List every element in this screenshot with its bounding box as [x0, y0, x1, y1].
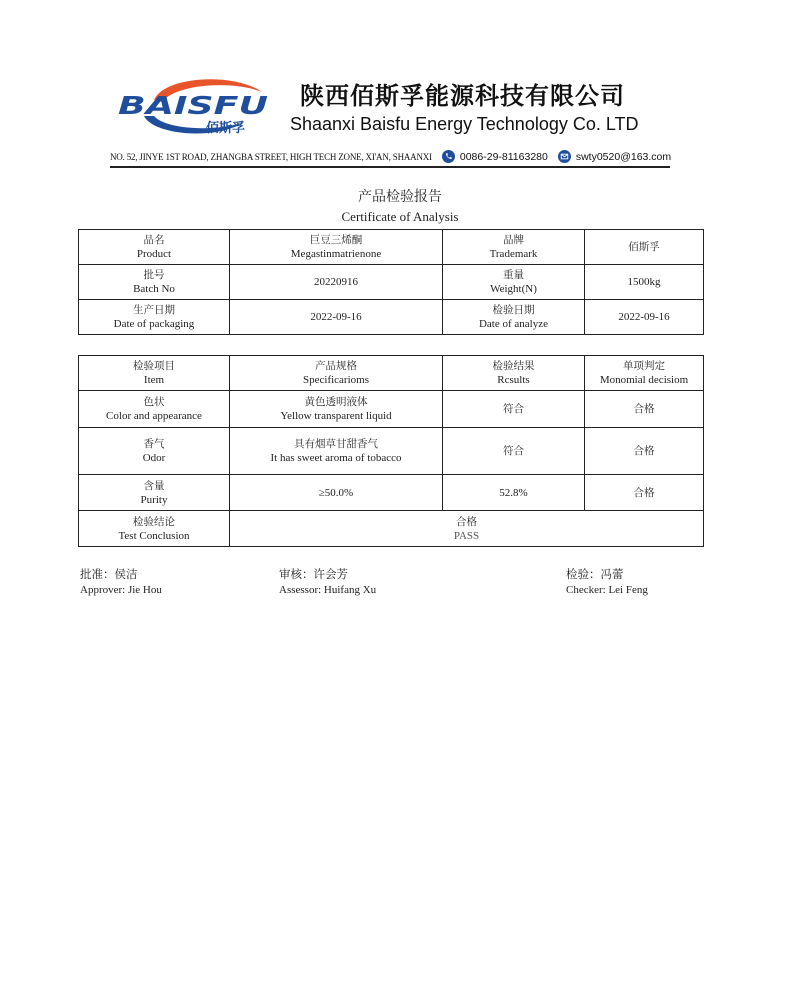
item-cell: 香气 Odor: [79, 428, 230, 475]
batch-label: 批号 Batch No: [79, 265, 230, 300]
result-cell: 52.8%: [443, 475, 585, 511]
company-name-en: Shaanxi Baisfu Energy Technology Co. LTD: [290, 114, 639, 134]
table-header-row: [79, 356, 704, 391]
trademark-label: 品牌 Trademark: [443, 230, 585, 265]
report-title-cn: 产品检验报告: [358, 189, 442, 205]
phone-number: 0086-29-81163280: [459, 150, 548, 163]
approver-signature: 批准：侯洁 Approver: Jie Hou: [80, 567, 162, 596]
table-row: [79, 230, 704, 265]
header-spec: 产品规格 Specificarioms: [230, 356, 443, 391]
assessor-signature: 审核：许会芳 Assessor: Huifang Xu: [279, 567, 377, 596]
result-cell: 符合: [443, 428, 585, 475]
contact-row: [110, 150, 670, 163]
report-title-en: Certificate of Analysis: [341, 209, 459, 224]
letterhead: [110, 60, 670, 170]
company-name-cn: 陕西佰斯孚能源科技有限公司: [300, 82, 625, 110]
decision-cell: 合格: [585, 475, 704, 511]
phone-icon: [442, 150, 455, 163]
conclusion-value: 合格 PASS: [230, 511, 704, 547]
header-item: 检验项目 Item: [79, 356, 230, 391]
prod-date-value: 2022-09-16: [230, 300, 443, 335]
product-label: 品名 Product: [79, 230, 230, 265]
email-icon: [558, 150, 571, 163]
conclusion-label: 检验结论 Test Conclusion: [79, 511, 230, 547]
table-row: [79, 391, 704, 428]
header-result: 检验结果 Rcsults: [443, 356, 585, 391]
decision-cell: 合格: [585, 391, 704, 428]
table-row: [79, 265, 704, 300]
product-info-table: [78, 229, 704, 335]
email-contact: [558, 150, 671, 163]
spec-cell: ≥50.0%: [230, 475, 443, 511]
spec-cell: 具有烟草甘甜香气 It has sweet aroma of tobacco: [230, 428, 443, 475]
header-divider: [110, 166, 670, 168]
test-date-label: 检验日期 Date of analyze: [443, 300, 585, 335]
checker-signature: 检验：冯蕾 Checker: Lei Feng: [566, 567, 648, 596]
phone-contact: [442, 150, 548, 163]
email-address: swty0520@163.com: [575, 150, 672, 163]
batch-value: 20220916: [230, 265, 443, 300]
weight-value: 1500kg: [585, 265, 704, 300]
logo-wordmark: BAISFU: [118, 91, 268, 120]
product-value: 巨豆三烯酮 Megastinmatrienone: [230, 230, 443, 265]
logo-subtext: 佰斯孚: [206, 121, 246, 136]
test-date-value: 2022-09-16: [585, 300, 704, 335]
table-row: [79, 428, 704, 475]
baisfu-logo: [114, 70, 274, 142]
trademark-value: 佰斯孚: [585, 230, 704, 265]
header-decision: 单项判定 Monomial decisiom: [585, 356, 704, 391]
spec-cell: 黄色透明液体 Yellow transparent liquid: [230, 391, 443, 428]
item-cell: 色状 Color and appearance: [79, 391, 230, 428]
company-address: NO. 52, JINYE 1ST ROAD, ZHANGBA STREET, HIGH TECH ZONE, XI'AN, SHAANXI: [110, 151, 432, 162]
result-cell: 符合: [443, 391, 585, 428]
weight-label: 重量 Weight(N): [443, 265, 585, 300]
item-cell: 含量 Purity: [79, 475, 230, 511]
conclusion-row: [79, 511, 704, 547]
table-row: [79, 475, 704, 511]
table-row: [79, 300, 704, 335]
decision-cell: 合格: [585, 428, 704, 475]
results-table: [78, 355, 704, 547]
prod-date-label: 生产日期 Date of packaging: [79, 300, 230, 335]
